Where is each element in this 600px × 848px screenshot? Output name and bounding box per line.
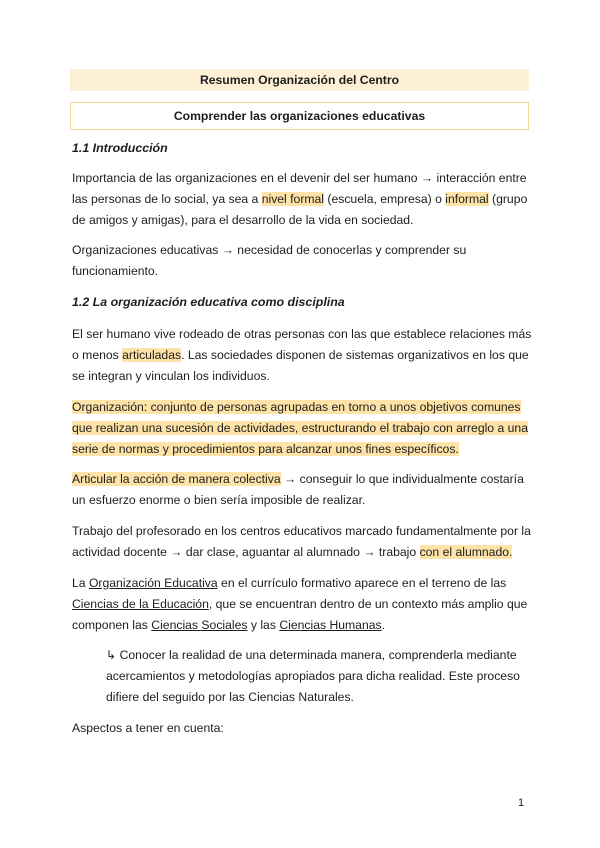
text-run: (escuela, empresa) o bbox=[324, 192, 446, 206]
paragraph-definicion-organizacion bbox=[72, 397, 532, 460]
highlight-con-el-alumnado: con el alumnado. bbox=[419, 545, 513, 559]
highlight-nivel-formal: nivel formal bbox=[261, 192, 325, 206]
paragraph-trabajo-profesorado bbox=[72, 521, 532, 563]
text-run: Importancia de las organizaciones en el devenir del ser humano → interacción entre las personas de lo social, ya sea a bbox=[72, 171, 527, 206]
text-run: en el currículo formativo aparece en el terreno de las bbox=[217, 576, 507, 590]
highlight-informal: informal bbox=[445, 192, 489, 206]
text-run: Trabajo del profesorado en los centros educativos marcado fundamentalmente por la actividad docente → dar clase, aguantar al alumnado → trabajo bbox=[72, 524, 531, 559]
paragraph-importancia bbox=[72, 168, 532, 231]
document-title-text: Resumen Organización del Centro bbox=[199, 73, 400, 87]
document-title bbox=[70, 69, 529, 91]
text-run: → conseguir lo que individualmente costaría un esfuerzo enorme o bien sería imposible de realizar. bbox=[72, 472, 524, 507]
paragraph-organizaciones-educativas: Organizaciones educativas → necesidad de conocerlas y comprender su funcionamiento. bbox=[72, 243, 467, 278]
paragraph-organizacion-educativa bbox=[72, 573, 532, 636]
document-subtitle-text: Comprender las organizaciones educativas bbox=[173, 109, 426, 123]
section-heading-disciplina: 1.2 La organización educativa como disciplina bbox=[72, 295, 345, 309]
text-run: (grupo de amigos y amigas), para el desarrollo de la vida en sociedad. bbox=[72, 192, 528, 227]
text-run: La bbox=[72, 576, 89, 590]
underlined-ciencias-humanas: Ciencias Humanas bbox=[279, 618, 382, 632]
highlight-articuladas: articuladas bbox=[122, 348, 182, 362]
document-subtitle bbox=[70, 102, 529, 130]
highlight-articular-accion: Articular la acción de manera colectiva bbox=[72, 472, 281, 486]
text-run: . Las sociedades disponen de sistemas organizativos en los que se integran y vinculan los individuos. bbox=[72, 348, 529, 383]
underlined-organizacion-educativa: Organización Educativa bbox=[88, 576, 218, 590]
text-run: El ser humano vive rodeado de otras personas con las que establece relaciones más o menos bbox=[72, 327, 532, 362]
paragraph-aspectos: Aspectos a tener en cuenta: bbox=[72, 721, 224, 735]
text-run: , que se encuentran dentro de un contexto más amplio que componen las bbox=[72, 597, 528, 632]
underlined-ciencias-sociales: Ciencias Sociales bbox=[151, 618, 248, 632]
paragraph-ser-humano bbox=[72, 324, 532, 387]
text-run: y las bbox=[247, 618, 280, 632]
paragraph-articular bbox=[72, 469, 532, 511]
paragraph-conocer-realidad: ↳ Conocer la realidad de una determinada manera, comprenderla mediante acercamientos y metodologías apropiados para dicha realidad. Este proceso difiere del seguido por las Ciencias Naturales. bbox=[106, 648, 520, 704]
page-number: 1 bbox=[518, 797, 525, 809]
highlight-definicion: Organización: conjunto de personas agrupadas en torno a unos objetivos comunes que realizan una sucesión de actividades, estructurando el trabajo con arreglo a una serie de normas y procedimientos para alcanzar unos fines específicos. bbox=[72, 400, 528, 456]
text-run: . bbox=[381, 618, 386, 632]
underlined-ciencias-educacion: Ciencias de la Educación bbox=[72, 597, 209, 611]
section-heading-introduccion: 1.1 Introducción bbox=[72, 141, 168, 155]
